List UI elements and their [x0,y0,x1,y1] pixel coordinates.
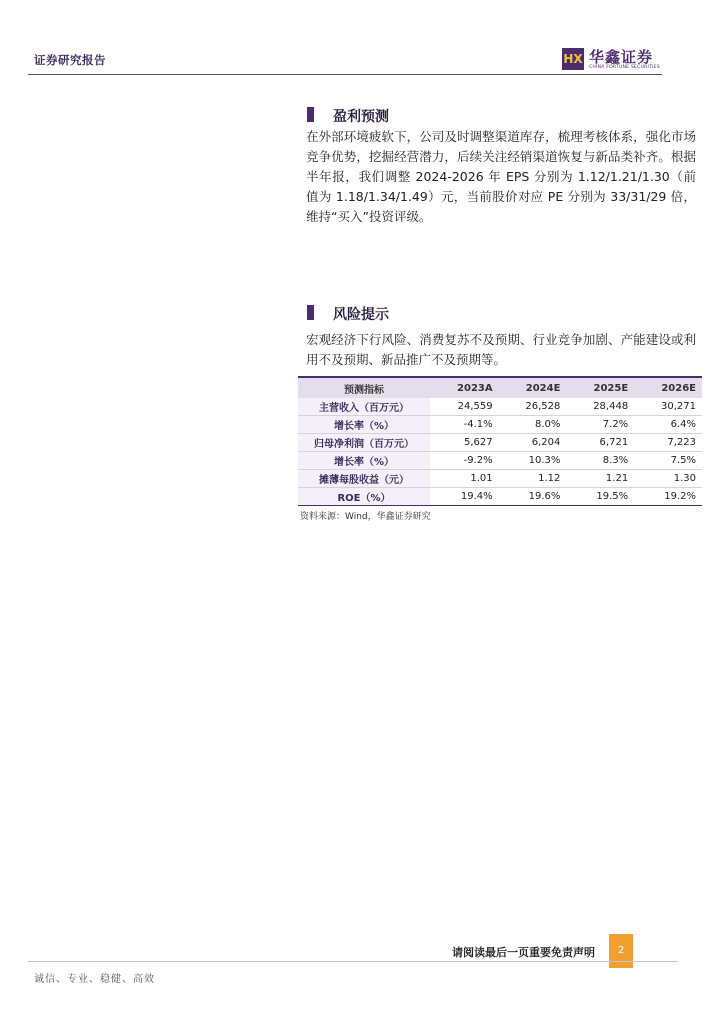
footer-motto: 诚信、专业、稳健、高效 [34,974,155,985]
header-divider [28,74,662,75]
table-cell: 28,448 [566,398,634,416]
risk-paragraph: 宏观经济下行风险、消费复苏不及预期、行业竞争加剧、产能建设或利用不及预期、新品推广不及预期等。 [306,332,696,367]
company-logo [562,46,662,74]
table-cell: 6,721 [566,434,634,452]
forecast-table [298,376,702,506]
table-row [298,416,702,434]
table-cell: 26,528 [499,398,567,416]
row-label: 归母净利润（百万元） [298,434,430,452]
logo-chinese-name: 华鑫证券 [589,48,654,66]
page-number-badge: 2 [609,934,633,968]
table-cell: 1.30 [634,470,702,488]
table-row [298,452,702,470]
footer-divider [28,961,678,962]
table-header-cell: 预测指标 [298,377,430,398]
table-cell: 19.5% [566,488,634,506]
table-header-row [298,377,702,398]
table-cell: 7.2% [566,416,634,434]
table-cell: 8.3% [566,452,634,470]
section-title-profit-forecast: 盈利预测 [333,109,389,125]
table-row [298,488,702,506]
table-cell: 5,627 [430,434,499,452]
table-cell: -9.2% [430,452,499,470]
row-label: 增长率（%） [298,452,430,470]
table-source-note: 资料来源：Wind，华鑫证券研究 [300,512,431,522]
logo-mark: HX [562,48,584,70]
table-cell: 6.4% [634,416,702,434]
profit-forecast-paragraph: 在外部环境疲软下，公司及时调整渠道库存，梳理考核体系，强化市场竞争优势，挖掘经营潜力，后续关注经销渠道恢复与新品类补齐。根据半年报，我们调整 2024-2026 年 EPS 分别为 1.12/1.21/1.30（前值为 1.18/1.34/1.49）元，当前股价对应 PE 分别为 33/31/29 倍，维持“买入”投资评级。 [306,129,696,224]
section-title-risk: 风险提示 [333,307,389,323]
table-cell: 7,223 [634,434,702,452]
disclaimer-notice: 请阅读最后一页重要免责声明 [452,946,595,959]
table-cell: 7.5% [634,452,702,470]
report-header-title: 证券研究报告 [34,53,106,67]
row-label: 主营收入（百万元） [298,398,430,416]
section-marker-risk [307,305,314,320]
table-header-cell: 2024E [499,377,567,398]
table-cell: 24,559 [430,398,499,416]
row-label: 摊薄每股收益（元） [298,470,430,488]
table-row [298,434,702,452]
logo-english-name: CHINA FORTUNE SECURITIES [589,65,660,70]
table-header-cell: 2023A [430,377,499,398]
table-header-cell: 2026E [634,377,702,398]
row-label: ROE（%） [298,488,430,506]
table-cell: 1.01 [430,470,499,488]
table-cell: -4.1% [430,416,499,434]
table-cell: 6,204 [499,434,567,452]
table-cell: 19.6% [499,488,567,506]
table-row [298,398,702,416]
section-marker-profit-forecast [307,107,314,122]
row-label: 增长率（%） [298,416,430,434]
table-cell: 8.0% [499,416,567,434]
table-cell: 19.2% [634,488,702,506]
table-header-cell: 2025E [566,377,634,398]
table-cell: 19.4% [430,488,499,506]
table-row [298,470,702,488]
table-cell: 1.21 [566,470,634,488]
table-cell: 10.3% [499,452,567,470]
table-cell: 30,271 [634,398,702,416]
table-cell: 1.12 [499,470,567,488]
